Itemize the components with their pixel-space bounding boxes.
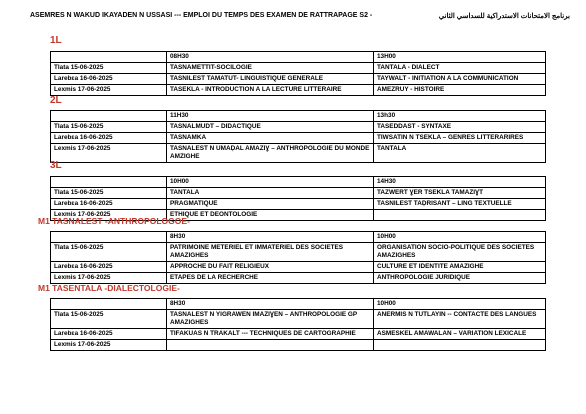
- table-row: [51, 144, 546, 163]
- exam-cell: TASNALMUDT – DIDACTIQUE: [167, 122, 374, 133]
- exam-cell: TANTALA: [374, 144, 546, 163]
- day-cell: Tlata 15-06-2025: [51, 310, 167, 329]
- exam-cell: ETHIQUE ET DEONTOLOGIE: [167, 210, 374, 221]
- time-cell: 08H30: [167, 52, 374, 63]
- exam-cell: TIFAKUAS N TRAKALT --- TECHNIQUES DE CARTOGRAPHIE: [167, 329, 374, 340]
- time-cell: 10H00: [167, 177, 374, 188]
- day-cell: Lexmis 17-06-2025: [51, 210, 167, 221]
- table-row: [51, 85, 546, 96]
- schedule-table-1l: [50, 51, 546, 96]
- schedule-table-m1-anthropologie: [50, 231, 546, 284]
- exam-cell: TASNILEST TAMATUT- LINGUISTIQUE GENERALE: [167, 74, 374, 85]
- exam-cell: ANTHROPOLOGIE JURIDIQUE: [374, 273, 546, 284]
- table-row: [51, 273, 546, 284]
- table-row: [51, 122, 546, 133]
- table-row: [51, 188, 546, 199]
- exam-cell: TASNAMKA: [167, 133, 374, 144]
- page-title: [30, 12, 570, 19]
- day-cell: Tlata 15-06-2025: [51, 63, 167, 74]
- exam-cell: PRAGMATIQUE: [167, 199, 374, 210]
- day-cell: Lexmis 17-06-2025: [51, 85, 167, 96]
- exam-cell: TAZWERT ƔER TSEKLA TAMAZIƔT: [374, 188, 546, 199]
- time-cell: 14H30: [374, 177, 546, 188]
- exam-cell: TASNALEST N YIGRAWEN IMAZIƔEN – ANTHROPOLOGIE GP AMAZIGHES: [167, 310, 374, 329]
- table-header-row: [51, 111, 546, 122]
- table-row: [51, 74, 546, 85]
- table-row: [51, 63, 546, 74]
- schedule-table-3l: [50, 176, 546, 221]
- exam-cell: TAYWALT - INITIATION A LA COMMUNICATION: [374, 74, 546, 85]
- day-cell: Tlata 15-06-2025: [51, 122, 167, 133]
- exam-cell: TIWSATIN N TSEKLA – GENRES LITTERARIRES: [374, 133, 546, 144]
- exam-cell: [167, 340, 374, 351]
- day-cell: Lexmis 17-06-2025: [51, 273, 167, 284]
- exam-cell: [374, 210, 546, 221]
- exam-cell: PATRIMOINE METERIEL ET IMMATERIEL DES SOCIETES AMAZIGHES: [167, 243, 374, 262]
- table-row: [51, 262, 546, 273]
- table-cell: [51, 111, 167, 122]
- exam-cell: TASNALEST N UMAḌAL AMAZIƔ – ANTHROPOLOGIE DU MONDE AMZIGHE: [167, 144, 374, 163]
- exam-cell: TANTALA: [167, 188, 374, 199]
- time-cell: 8H30: [167, 299, 374, 310]
- table-row: [51, 329, 546, 340]
- day-cell: Larebɛa 16-06-2025: [51, 329, 167, 340]
- day-cell: Tlata 15-06-2025: [51, 188, 167, 199]
- title-french: ASEMRES N WAKUD IKAYADEN N USSASI --- EMPLOI DU TEMPS DES EXAMEN DE RATTRAPAGE S2 -: [30, 12, 373, 19]
- table-row: [51, 199, 546, 210]
- time-cell: 13H00: [374, 52, 546, 63]
- day-cell: Larebɛa 16-06-2025: [51, 199, 167, 210]
- table-header-row: [51, 177, 546, 188]
- exam-cell: ORGANISATION SOCIO-POLITIQUE DES SOCIETES AMAZIGHES: [374, 243, 546, 262]
- table-cell: [51, 52, 167, 63]
- table-row: [51, 340, 546, 351]
- time-cell: 10H00: [374, 232, 546, 243]
- exam-cell: TASNILEST TAḌRISANT – LING TEXTUELLE: [374, 199, 546, 210]
- time-cell: 11H30: [167, 111, 374, 122]
- section-label-m1-anthropologie: M1 TASNALEST -ANTHROPOLOGOE-: [38, 216, 190, 226]
- exam-cell: ETAPES DE LA RECHERCHE: [167, 273, 374, 284]
- day-cell: Lexmis 17-06-2025: [51, 340, 167, 351]
- table-cell: [51, 232, 167, 243]
- exam-cell: ASMESKEL AMAWALAN – VARIATION LEXICALE: [374, 329, 546, 340]
- day-cell: Larebɛa 16-06-2025: [51, 74, 167, 85]
- exam-cell: TANTALA - DIALECT: [374, 63, 546, 74]
- table-header-row: [51, 52, 546, 63]
- exam-cell: APPROCHE DU FAIT RELIGIEUX: [167, 262, 374, 273]
- table-header-row: [51, 232, 546, 243]
- time-cell: 13h30: [374, 111, 546, 122]
- table-cell: [51, 177, 167, 188]
- section-label-3l: 3L: [50, 160, 62, 171]
- table-row: [51, 133, 546, 144]
- table-row: [51, 310, 546, 329]
- exam-cell: TASEDDAST - SYNTAXE: [374, 122, 546, 133]
- section-label-1l: 1L: [50, 35, 62, 46]
- section-label-m1-dialectologie: M1 TASENTALA -DIALECTOLOGIE-: [38, 283, 180, 293]
- exam-cell: ANERMIS N TUTLAYIN -- CONTACTE DES LANGUES: [374, 310, 546, 329]
- exam-cell: TASEKLA - INTRODUCTION A LA LECTURE LITTERAIRE: [167, 85, 374, 96]
- day-cell: Lexmis 17-06-2025: [51, 144, 167, 163]
- section-label-2l: 2L: [50, 95, 62, 106]
- day-cell: Tlata 15-06-2025: [51, 243, 167, 262]
- exam-cell: CULTURE ET IDENTITE AMAZIGHE: [374, 262, 546, 273]
- exam-cell: TASNAMETTIT-SOCILOGIE: [167, 63, 374, 74]
- schedule-table-2l: [50, 110, 546, 163]
- schedule-table-m1-dialectologie: [50, 298, 546, 351]
- day-cell: Larebɛa 16-06-2025: [51, 262, 167, 273]
- table-row: [51, 243, 546, 262]
- title-arabic: برنامج الامتحانات الاستدراكية للسداسي الثاني: [438, 13, 570, 20]
- day-cell: Larebɛa 16-06-2025: [51, 133, 167, 144]
- table-header-row: [51, 299, 546, 310]
- table-cell: [51, 299, 167, 310]
- exam-cell: AMEZRUY - HISTOIRE: [374, 85, 546, 96]
- time-cell: 10H00: [374, 299, 546, 310]
- time-cell: 8H30: [167, 232, 374, 243]
- exam-cell: [374, 340, 546, 351]
